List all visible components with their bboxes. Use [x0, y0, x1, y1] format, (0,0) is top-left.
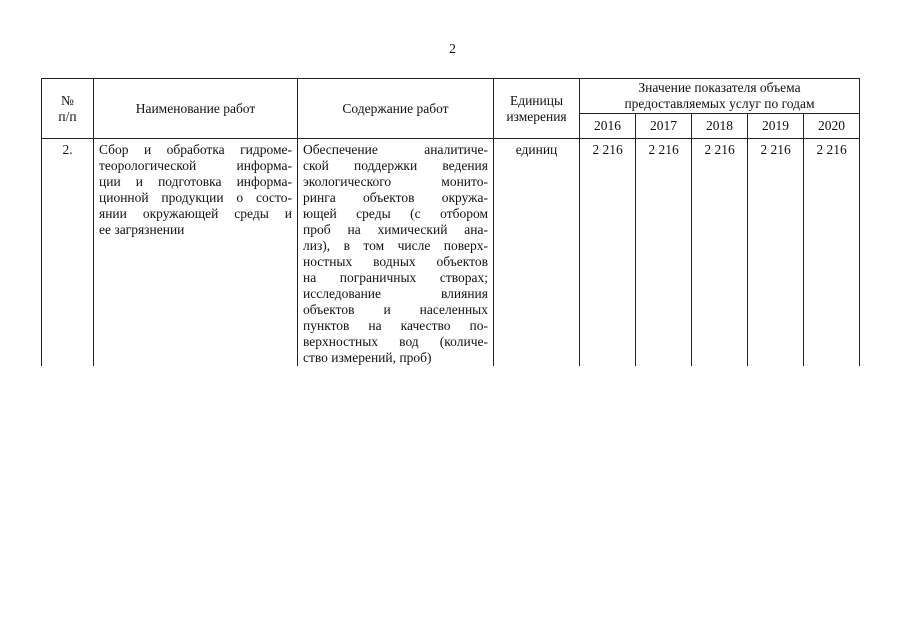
row-units: единиц: [494, 139, 580, 367]
header-year: 2017: [636, 114, 692, 139]
header-year: 2019: [748, 114, 804, 139]
header-number-label: № п/п: [58, 92, 77, 124]
row-value-2017: 2 216: [636, 139, 692, 367]
header-year: 2018: [692, 114, 748, 139]
table-header-row: [42, 79, 860, 114]
header-year: 2016: [580, 114, 636, 139]
header-units-label: Единицы измерения: [506, 92, 567, 124]
header-work-content: Содержание работ: [298, 79, 494, 139]
row-work-content: Обеспечение аналитиче- ской поддержки ведения экологического монито- ринга объектов окружа- ющей среды (с отбором проб на химический ана- лиз), в том числе поверх- ностных водных объектов на пограничных створах; исследование влияния объектов и населенных пунктов на качество по- верхностных вод (количе- ство измерений, проб): [298, 139, 494, 367]
row-value-2019: 2 216: [748, 139, 804, 367]
row-number: 2.: [42, 139, 94, 367]
row-value-2020: 2 216: [804, 139, 860, 367]
header-indicator: [580, 79, 860, 114]
header-work-name: Наименование работ: [94, 79, 298, 139]
services-table: [41, 78, 860, 366]
header-units: [494, 79, 580, 139]
header-number: [42, 79, 94, 139]
row-value-2018: 2 216: [692, 139, 748, 367]
row-work-name: Сбор и обработка гидроме- теорологической информа- ции и подготовка информа- ционной продукции о состо- янии окружающей среды и ее загрязнении: [94, 139, 298, 367]
page-number: 2: [449, 42, 456, 57]
row-value-2016: 2 216: [580, 139, 636, 367]
table-row: [42, 139, 860, 367]
header-year: 2020: [804, 114, 860, 139]
header-indicator-label: Значение показателя объема предоставляемых услуг по годам: [624, 80, 815, 111]
